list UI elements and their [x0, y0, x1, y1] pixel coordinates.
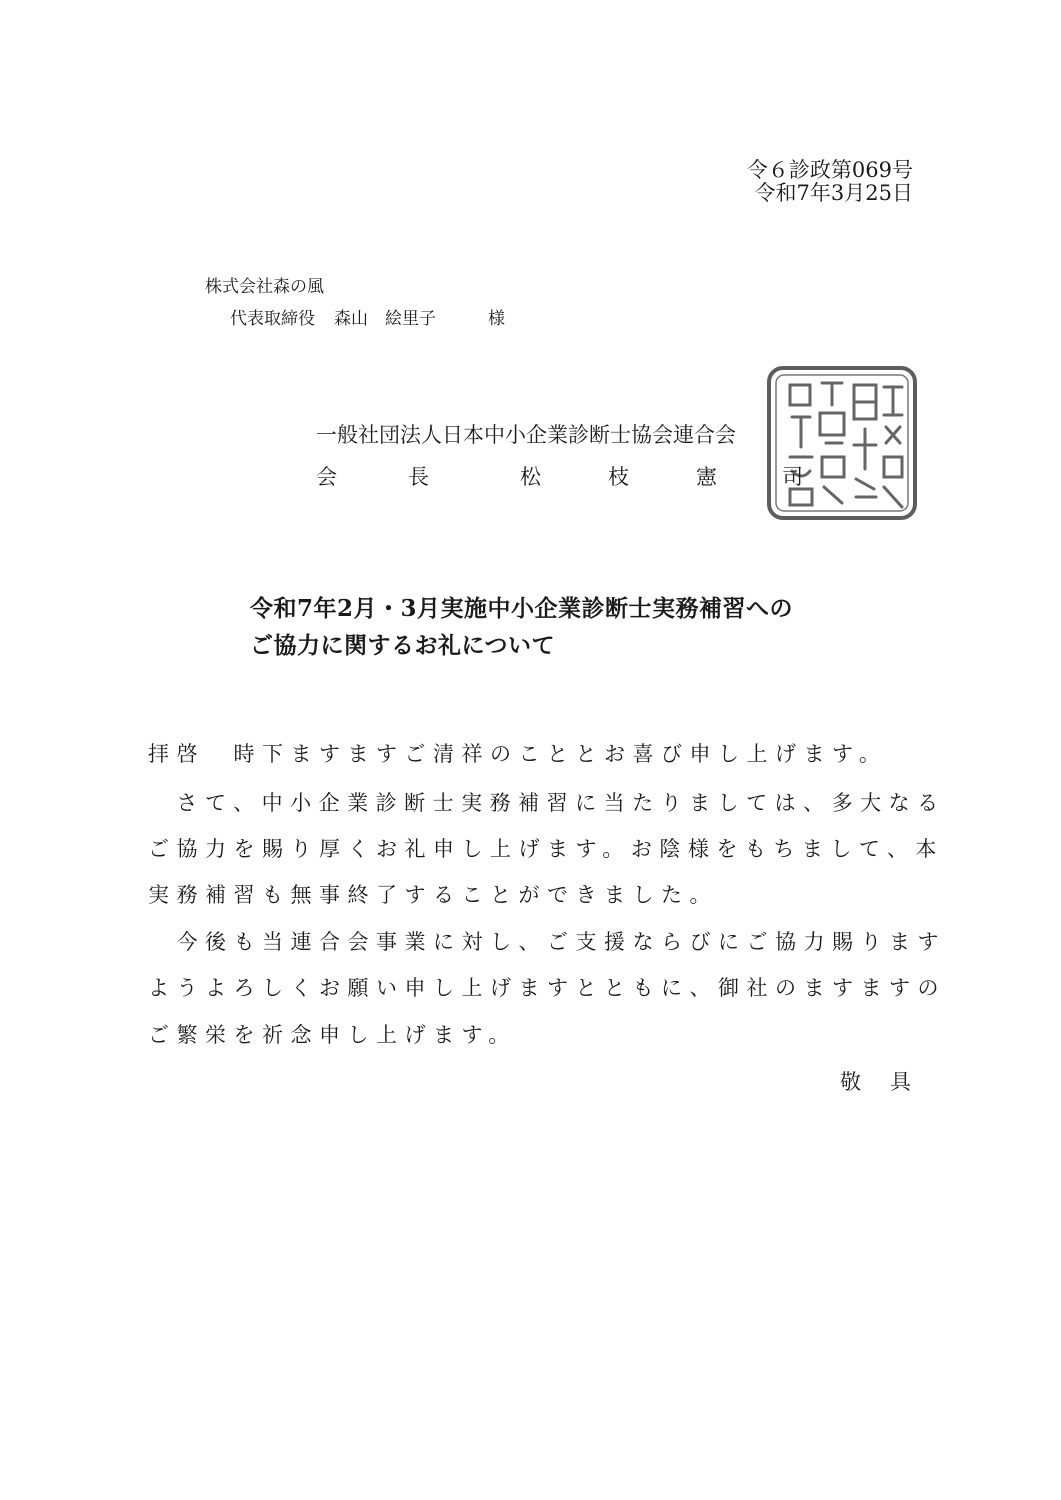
recipient-title: 代表取締役 [230, 309, 315, 329]
recipient-name: 森山 絵里子 [334, 309, 436, 329]
sender-position-2: 長 [408, 465, 429, 489]
body-line: 拝啓 時下ますますご清祥のこととお喜び申し上げます。 [148, 742, 888, 766]
document-number: 令６診政第069号 [746, 158, 913, 182]
sender-name-2: 枝 [608, 465, 629, 489]
body-line: ご繁栄を祈念申し上げます。 [148, 1023, 517, 1047]
sender-position-1: 会 [316, 465, 337, 489]
body-line: 今後も当連合会事業に対し、ご支援ならびにご協力賜ります [148, 930, 946, 954]
body-line: ご協力を賜り厚くお礼申し上げます。お陰様をもちまして、本 [148, 837, 944, 861]
subject-line-1: 令和7年2月・3月実施中小企業診断士実務補習への [250, 595, 794, 622]
sender-organization: 一般社団法人日本中小企業診断士協会連合会 [316, 423, 736, 447]
recipient-company: 株式会社森の風 [205, 277, 324, 297]
document-date: 令和7年3月25日 [754, 181, 913, 205]
sender-name-1: 松 [520, 465, 541, 489]
official-seal [766, 365, 918, 521]
body-line: 実務補習も無事終了することができました。 [148, 883, 718, 907]
closing-remark: 敬 具 [840, 1070, 915, 1094]
recipient-honorific: 様 [488, 309, 505, 329]
body-line: ようよろしくお願い申し上げますとともに、御社のますますの [148, 976, 946, 1000]
sender-name-3: 憲 [696, 465, 717, 489]
seal-stamp-icon [766, 365, 918, 521]
body-line: さて、中小企業診断士実務補習に当たりましては、多大なる [148, 791, 946, 815]
sender-name-4: 司 [782, 465, 803, 489]
subject-line-2: ご協力に関するお礼について [250, 632, 556, 659]
